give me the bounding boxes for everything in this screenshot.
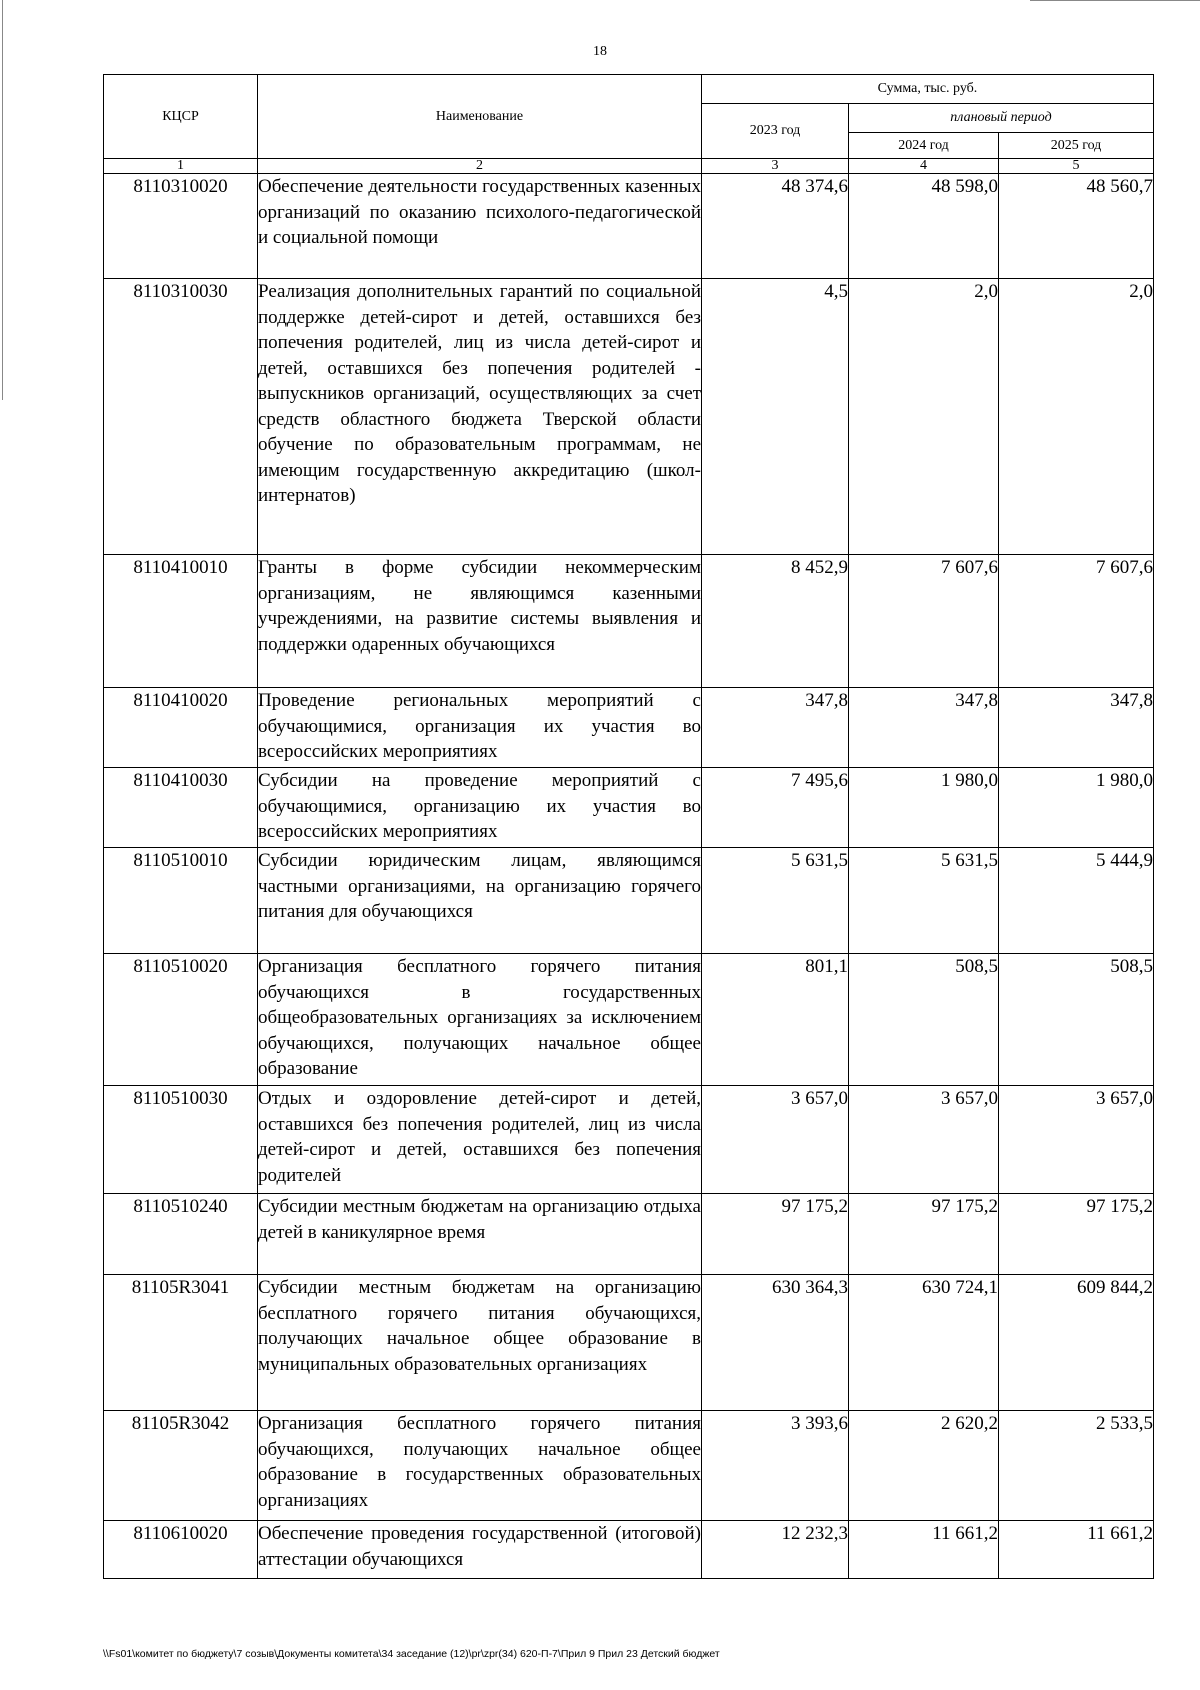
- scan-edge-mark-top: [1030, 0, 1200, 1]
- row-code: 8110510020: [104, 954, 258, 1086]
- table-row: [104, 555, 1154, 688]
- row-amount-2023: 97 175,2: [702, 1194, 849, 1275]
- row-amount-2023: 5 631,5: [702, 848, 849, 954]
- row-amount-2024: 7 607,6: [849, 555, 999, 688]
- row-amount-2025: 1 980,0: [999, 768, 1154, 848]
- row-amount-2025: 48 560,7: [999, 174, 1154, 279]
- column-number: 3: [702, 159, 849, 174]
- row-amount-2024: 3 657,0: [849, 1086, 999, 1194]
- header-code: КЦСР: [104, 75, 258, 159]
- row-name: Организация бесплатного горячего питания обучающихся в государственных общеобразовательных организациях за исключением обучающихся, получающих начальное общее образование: [258, 954, 702, 1086]
- row-amount-2025: 347,8: [999, 688, 1154, 768]
- row-code: 8110510240: [104, 1194, 258, 1275]
- row-amount-2025: 508,5: [999, 954, 1154, 1086]
- header-name: Наименование: [258, 75, 702, 159]
- row-amount-2025: 11 661,2: [999, 1521, 1154, 1579]
- row-amount-2024: 1 980,0: [849, 768, 999, 848]
- budget-table: [103, 74, 1154, 1579]
- row-amount-2023: 3 393,6: [702, 1411, 849, 1521]
- row-amount-2023: 7 495,6: [702, 768, 849, 848]
- row-amount-2023: 630 364,3: [702, 1275, 849, 1411]
- table-row: [104, 1086, 1154, 1194]
- table-row: [104, 688, 1154, 768]
- row-name: Субсидии юридическим лицам, являющимся частными организациями, на организацию горячего питания для обучающихся: [258, 848, 702, 954]
- row-amount-2023: 801,1: [702, 954, 849, 1086]
- row-code: 8110410010: [104, 555, 258, 688]
- page-number: 18: [593, 44, 607, 59]
- row-name: Гранты в форме субсидии некоммерческим организациям, не являющимся казенными учреждениями, на развитие системы выявления и поддержки одаренных обучающихся: [258, 555, 702, 688]
- row-amount-2023: 4,5: [702, 279, 849, 555]
- row-amount-2023: 48 374,6: [702, 174, 849, 279]
- row-amount-2025: 609 844,2: [999, 1275, 1154, 1411]
- row-code: 8110310020: [104, 174, 258, 279]
- row-name: Субсидии местным бюджетам на организацию бесплатного горячего питания обучающихся, получающих начальное общее образование в муниципальных образовательных организациях: [258, 1275, 702, 1411]
- row-amount-2023: 347,8: [702, 688, 849, 768]
- row-amount-2024: 97 175,2: [849, 1194, 999, 1275]
- column-number: 4: [849, 159, 999, 174]
- row-amount-2025: 7 607,6: [999, 555, 1154, 688]
- table-row: [104, 279, 1154, 555]
- row-amount-2024: 48 598,0: [849, 174, 999, 279]
- row-amount-2024: 2 620,2: [849, 1411, 999, 1521]
- row-amount-2025: 97 175,2: [999, 1194, 1154, 1275]
- header-planned-period: плановый период: [849, 104, 1154, 133]
- table-row: [104, 768, 1154, 848]
- row-amount-2024: 2,0: [849, 279, 999, 555]
- row-code: 81105R3042: [104, 1411, 258, 1521]
- row-amount-2023: 12 232,3: [702, 1521, 849, 1579]
- header-year-2025: 2025 год: [999, 133, 1154, 159]
- header-sum: Сумма, тыс. руб.: [702, 75, 1154, 104]
- row-name: Организация бесплатного горячего питания обучающихся, получающих начальное общее образование в государственных образовательных организациях: [258, 1411, 702, 1521]
- row-name: Реализация дополнительных гарантий по социальной поддержке детей-сирот и детей, оставшихся без попечения родителей, лиц из числа детей-сирот и детей, оставшихся без попечения родителей - выпускников организаций, осуществляющих за счет средств областного бюджета Тверской области обучение по образовательным программам, не имеющим государственную аккредитацию (школ-интернатов): [258, 279, 702, 555]
- scan-edge-mark-left: [2, 0, 3, 400]
- table-row: [104, 1275, 1154, 1411]
- row-name: Проведение региональных мероприятий с обучающимися, организация их участия во всероссийских мероприятиях: [258, 688, 702, 768]
- table-row: [104, 848, 1154, 954]
- row-code: 8110410020: [104, 688, 258, 768]
- header-year-2023: 2023 год: [702, 104, 849, 159]
- table-row: [104, 1194, 1154, 1275]
- header-year-2024: 2024 год: [849, 133, 999, 159]
- footer-file-path: \\Fs01\комитет по бюджету\7 созыв\Документы комитета\34 заседание (12)\pr\zpr(34) 620-П-7\Прил 9 Прил 23 Детский бюджет: [103, 1648, 720, 1660]
- row-amount-2025: 2,0: [999, 279, 1154, 555]
- row-amount-2024: 11 661,2: [849, 1521, 999, 1579]
- table-row: [104, 1521, 1154, 1579]
- row-name: Субсидии на проведение мероприятий с обучающимися, организацию их участия во всероссийских мероприятиях: [258, 768, 702, 848]
- row-amount-2025: 5 444,9: [999, 848, 1154, 954]
- row-amount-2024: 630 724,1: [849, 1275, 999, 1411]
- table-row: [104, 1411, 1154, 1521]
- row-amount-2024: 347,8: [849, 688, 999, 768]
- table-row: [104, 954, 1154, 1086]
- column-number: 1: [104, 159, 258, 174]
- row-code: 8110610020: [104, 1521, 258, 1579]
- table-row: [104, 174, 1154, 279]
- row-amount-2023: 3 657,0: [702, 1086, 849, 1194]
- row-amount-2024: 508,5: [849, 954, 999, 1086]
- column-number: 5: [999, 159, 1154, 174]
- row-code: 81105R3041: [104, 1275, 258, 1411]
- row-code: 8110410030: [104, 768, 258, 848]
- row-code: 8110310030: [104, 279, 258, 555]
- row-name: Обеспечение проведения государственной (итоговой) аттестации обучающихся: [258, 1521, 702, 1579]
- row-amount-2024: 5 631,5: [849, 848, 999, 954]
- row-amount-2025: 2 533,5: [999, 1411, 1154, 1521]
- row-code: 8110510030: [104, 1086, 258, 1194]
- row-name: Субсидии местным бюджетам на организацию отдыха детей в каникулярное время: [258, 1194, 702, 1275]
- row-code: 8110510010: [104, 848, 258, 954]
- row-name: Обеспечение деятельности государственных казенных организаций по оказанию психолого-педагогической и социальной помощи: [258, 174, 702, 279]
- row-amount-2025: 3 657,0: [999, 1086, 1154, 1194]
- row-amount-2023: 8 452,9: [702, 555, 849, 688]
- column-number: 2: [258, 159, 702, 174]
- row-name: Отдых и оздоровление детей-сирот и детей, оставшихся без попечения родителей, лиц из числа детей-сирот и детей, оставшихся без попечения родителей: [258, 1086, 702, 1194]
